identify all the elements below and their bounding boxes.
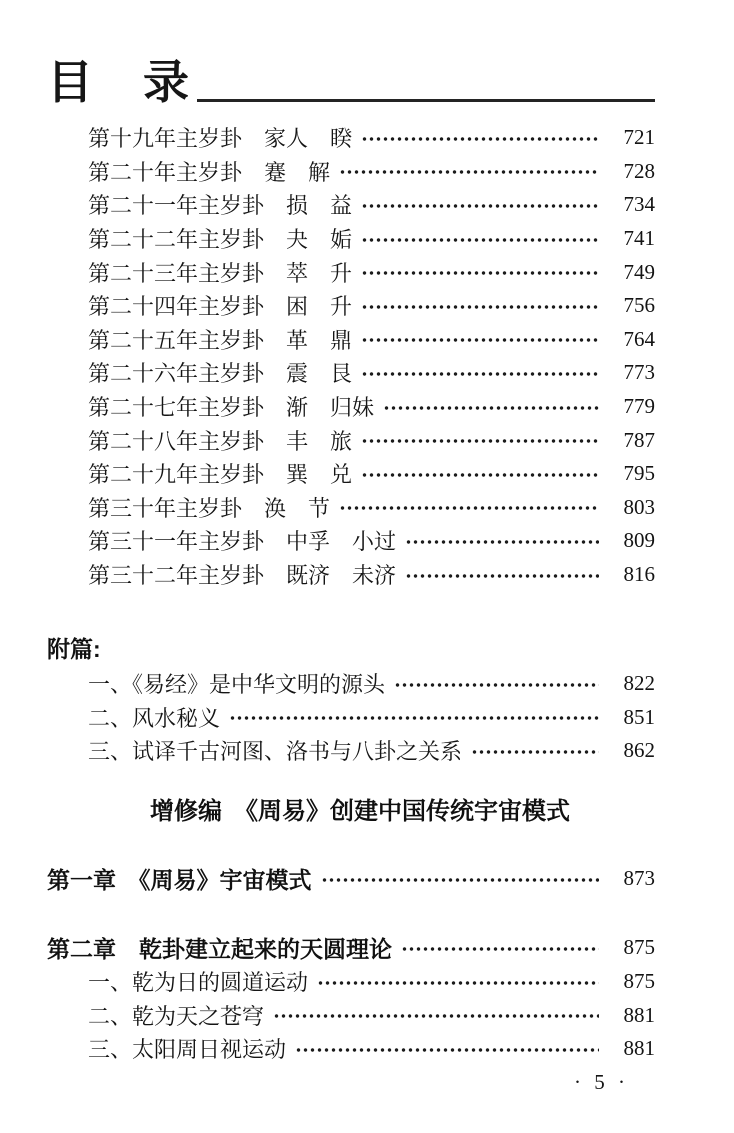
toc-entry-page: 875 [623, 969, 655, 994]
toc-entry [47, 998, 655, 1032]
toc-entry-page: 881 [623, 1036, 655, 1061]
toc-entry-page: 773 [623, 360, 655, 385]
toc-entry-page: 749 [623, 259, 655, 284]
toc-entry-label: 第二十五年主岁卦 革 鼎 [88, 327, 353, 353]
toc-entry [47, 423, 655, 457]
dot-leader [405, 524, 599, 558]
toc-entry-label: 二、乾为天之苍穹 [88, 1003, 265, 1029]
dot-leader [361, 188, 599, 222]
chapter-label: 第一章 《周易》宇宙模式 [47, 866, 312, 893]
toc-entry-label: 一、《易经》是中华文明的源头 [88, 672, 386, 698]
toc-entry [47, 457, 655, 491]
chapter-two-sublist [47, 965, 655, 1066]
toc-entry-label: 第二十一年主岁卦 损 益 [88, 193, 353, 219]
toc-entry-page: 734 [623, 192, 655, 217]
toc-entry [47, 322, 655, 356]
toc-entry-page: 756 [623, 293, 655, 318]
page-title: 目 录 [47, 56, 191, 108]
dot-leader [273, 998, 599, 1032]
dot-leader [321, 862, 600, 896]
dot-leader [295, 1032, 599, 1066]
toc-entry-page: 803 [623, 494, 655, 519]
dot-leader [401, 931, 599, 965]
chapter-page: 875 [623, 935, 655, 960]
toc-entry-label: 三、太阳周日视运动 [88, 1037, 287, 1063]
toc-entry [47, 667, 655, 701]
toc-entry-page: 779 [623, 393, 655, 418]
toc-entry-label: 第二十四年主岁卦 困 升 [88, 294, 353, 320]
toc-entry-page: 787 [623, 427, 655, 452]
toc-entry [47, 558, 655, 592]
toc-entry-label: 第二十九年主岁卦 巽 兑 [88, 462, 353, 488]
toc-entry [47, 222, 655, 256]
dot-leader [339, 490, 599, 524]
toc-entry-label: 第三十一年主岁卦 中孚 小过 [88, 529, 397, 555]
appendix-heading: 附篇: [47, 636, 101, 663]
dot-leader [361, 255, 599, 289]
toc-entry-label: 第三十年主岁卦 涣 节 [88, 495, 331, 521]
toc-entry-page: 851 [623, 704, 655, 729]
dot-leader [361, 457, 599, 491]
chapter-entry [47, 931, 655, 965]
dot-leader [361, 322, 599, 356]
title-underline [197, 99, 655, 102]
toc-entry-page: 764 [623, 326, 655, 351]
toc-entry [47, 390, 655, 424]
toc-entry-label: 第三十二年主岁卦 既济 未济 [88, 562, 397, 588]
chapter-label: 第二章 乾卦建立起来的天圆理论 [47, 936, 392, 963]
chapter-entry [47, 862, 655, 896]
appendix-list [47, 667, 655, 768]
toc-entry-page: 862 [623, 738, 655, 763]
toc-entry [47, 289, 655, 323]
dot-leader [317, 965, 599, 999]
toc-entry-label: 第二十七年主岁卦 渐 归妹 [88, 394, 375, 420]
main-toc-list [47, 121, 655, 591]
toc-entry-page: 816 [623, 561, 655, 586]
toc-entry-label: 第二十三年主岁卦 萃 升 [88, 260, 353, 286]
toc-entry-label: 第二十八年主岁卦 丰 旅 [88, 428, 353, 454]
toc-entry-page: 881 [623, 1002, 655, 1027]
toc-entry-label: 第二十年主岁卦 蹇 解 [88, 159, 331, 185]
toc-entry [47, 965, 655, 999]
toc-entry [47, 524, 655, 558]
toc-entry [47, 188, 655, 222]
dot-leader [471, 734, 599, 768]
part-heading: 增修编 《周易》创建中国传统宇宙模式 [150, 797, 570, 825]
toc-entry-page: 795 [623, 461, 655, 486]
toc-entry [47, 1032, 655, 1066]
folio-page-number: · 5 · [574, 1069, 625, 1094]
toc-entry-label: 三、试译千古河图、洛书与八卦之关系 [88, 739, 463, 765]
toc-entry-page: 728 [623, 158, 655, 183]
dot-leader [361, 356, 599, 390]
toc-entry [47, 121, 655, 155]
title-row [47, 56, 655, 109]
toc-entry-label: 第十九年主岁卦 家人 睽 [88, 126, 353, 152]
toc-entry [47, 255, 655, 289]
toc-entry [47, 356, 655, 390]
dot-leader [339, 154, 599, 188]
dot-leader [229, 700, 599, 734]
toc-entry [47, 700, 655, 734]
dot-leader [405, 558, 599, 592]
toc-entry [47, 734, 655, 768]
toc-entry-label: 一、乾为日的圆道运动 [88, 970, 309, 996]
chapter-page: 873 [623, 865, 655, 890]
toc-entry [47, 490, 655, 524]
dot-leader [361, 121, 599, 155]
toc-entry [47, 154, 655, 188]
toc-entry-page: 822 [623, 671, 655, 696]
dot-leader [361, 289, 599, 323]
toc-entry-label: 第二十六年主岁卦 震 艮 [88, 361, 353, 387]
dot-leader [361, 423, 599, 457]
appendix-section [47, 633, 655, 767]
toc-entry-label: 二、风水秘义 [88, 705, 221, 731]
toc-entry-page: 741 [623, 225, 655, 250]
dot-leader [383, 390, 599, 424]
dot-leader [361, 222, 599, 256]
dot-leader [394, 667, 599, 701]
toc-entry-page: 809 [623, 528, 655, 553]
toc-entry-page: 721 [623, 125, 655, 150]
toc-entry-label: 第二十二年主岁卦 夬 姤 [88, 226, 353, 252]
